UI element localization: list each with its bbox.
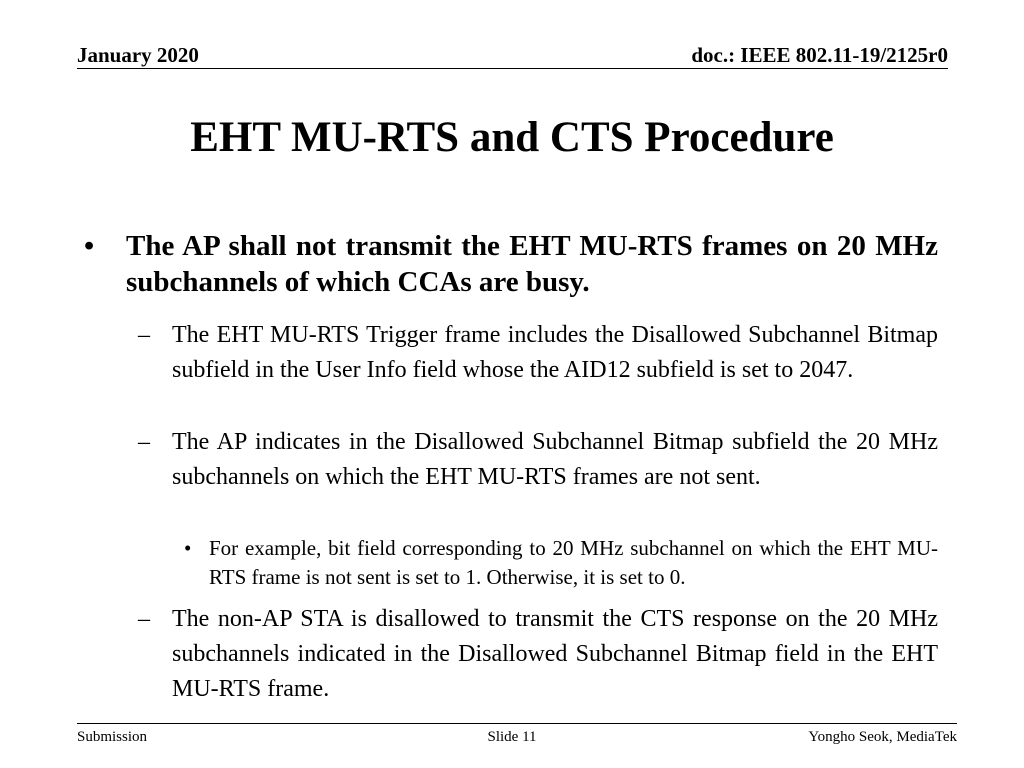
footer-submission: Submission (77, 729, 148, 745)
dash-marker: – (138, 429, 150, 455)
dash-marker: – (138, 322, 150, 348)
sub-point-text: The EHT MU-RTS Trigger frame includes the Disallowed Subchannel Bitmap subfield in the User Info field whose the AID12 subfield is set to 2047. (172, 322, 938, 383)
footer-slide-number: Slide 11 (487, 729, 537, 745)
slide-title: EHT MU-RTS and CTS Procedure (190, 114, 834, 161)
footer-author: Yongho Seok, MediaTek (808, 729, 957, 745)
footer-divider (77, 723, 957, 724)
sub-point-ap-indicates (138, 425, 938, 495)
sub-point-text: The non-AP STA is disallowed to transmit the CTS response on the 20 MHz subchannels indicated in the Disallowed Subchannel Bitmap field in the EHT MU-RTS frame. (172, 606, 938, 702)
header-divider (77, 68, 948, 69)
example-bullet (184, 534, 938, 592)
sub-point-trigger-frame (138, 318, 938, 388)
main-bullet (84, 228, 938, 300)
main-bullet-text: The AP shall not transmit the EHT MU-RTS frames on 20 MHz subchannels of which CCAs are busy. (126, 230, 938, 298)
sub-bullet-marker: • (184, 536, 192, 560)
example-text: For example, bit field corresponding to 20 MHz subchannel on which the EHT MU-RTS frame is not sent is set to 1. Otherwise, it is set to 0. (209, 536, 938, 589)
header-date: January 2020 (77, 43, 199, 67)
sub-point-non-ap-sta (138, 602, 938, 707)
dash-marker: – (138, 606, 150, 632)
sub-point-text: The AP indicates in the Disallowed Subchannel Bitmap subfield the 20 MHz subchannels on which the EHT MU-RTS frames are not sent. (172, 429, 938, 490)
header-document-id: doc.: IEEE 802.11-19/2125r0 (691, 43, 948, 67)
bullet-marker: • (84, 230, 95, 262)
